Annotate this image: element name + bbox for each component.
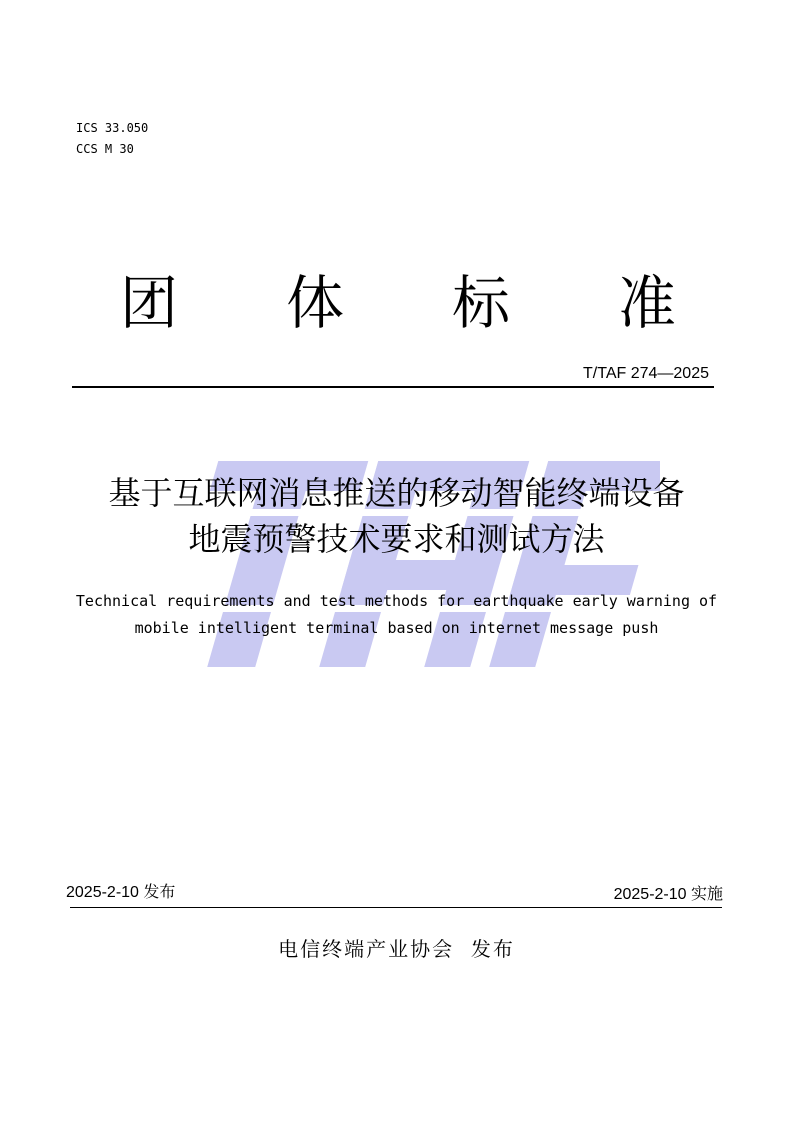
publish-date: 2025-2-10 发布 (66, 884, 176, 901)
publisher: 电信终端产业协会 发布 (278, 937, 515, 961)
implement-date: 2025-2-10 实施 (613, 886, 723, 903)
title-english-line: mobile intelligent terminal based on internet message push (134, 619, 659, 637)
title-english (0, 588, 793, 642)
ics-code: ICS 33.050 (76, 121, 149, 135)
title-english-line: Technical requirements and test methods for earthquake early warning of (75, 592, 718, 610)
top-divider (72, 386, 714, 388)
standard-type-char: 标 (451, 269, 510, 337)
bottom-divider (70, 907, 722, 908)
title-chinese-line: 地震预警技术要求和测试方法 (188, 520, 605, 558)
title-chinese-line: 基于互联网消息推送的移动智能终端设备 (108, 474, 685, 512)
title-chinese (0, 470, 793, 562)
standard-type-char: 团 (120, 269, 179, 337)
standard-type-char: 体 (285, 269, 344, 337)
standard-type-char: 准 (617, 269, 676, 337)
standard-type-heading (120, 268, 676, 338)
standard-number: T/TAF 274—2025 (583, 365, 709, 382)
ccs-code: CCS M 30 (76, 142, 134, 156)
